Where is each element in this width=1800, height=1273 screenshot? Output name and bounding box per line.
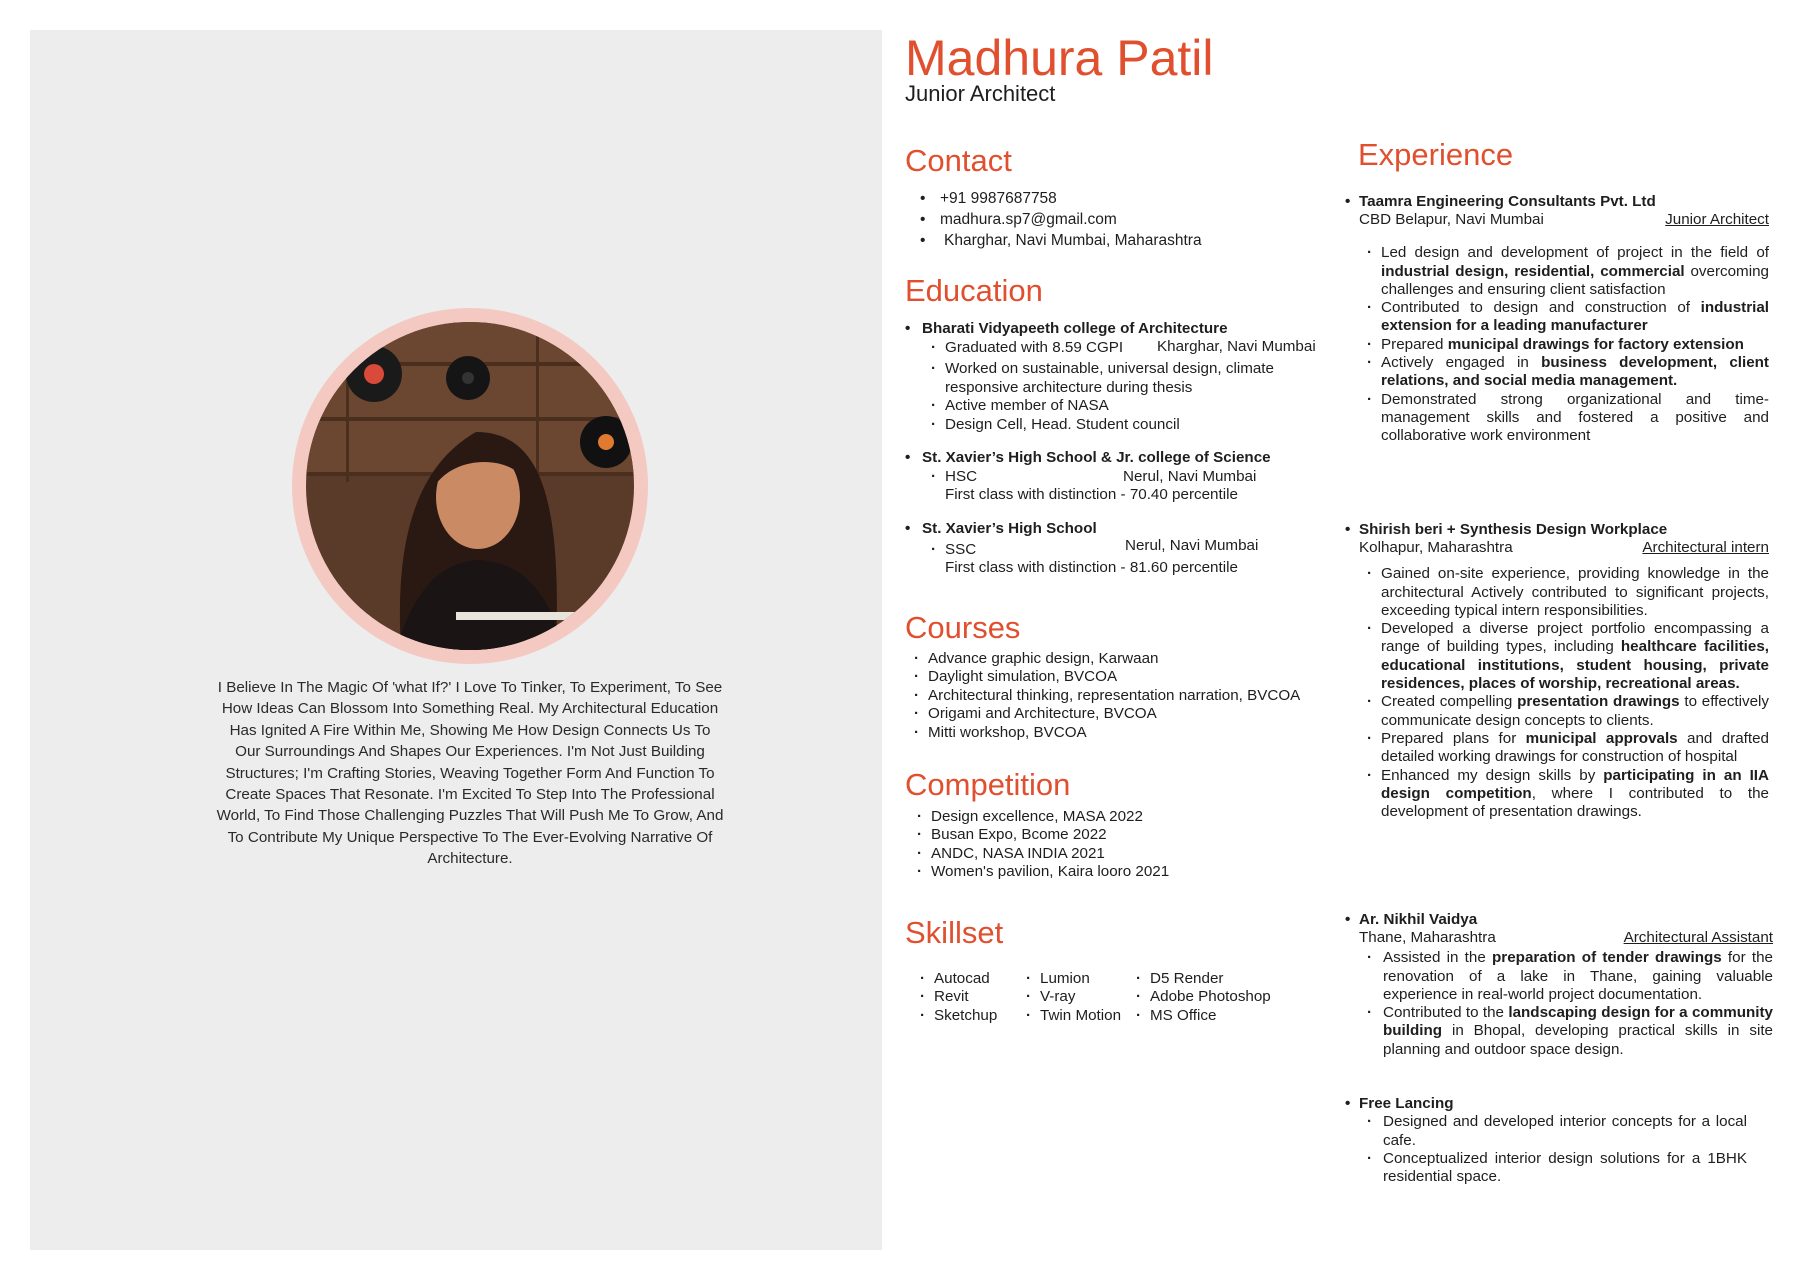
profile-photo-image xyxy=(306,322,634,650)
experience-bullet: · Gained on-site experience, providing knowledge in the architectural Actively contributed to significant projects, exceeding typical intern responsibilities. xyxy=(1345,565,1769,620)
experience-title: Architectural Assistant xyxy=(1623,929,1773,947)
experience-company: • Free Lancing xyxy=(1345,1095,1747,1113)
competition-item: · Women's pavilion, Kaira looro 2021 xyxy=(915,863,1169,881)
education-grade: Graduated with 8.59 CGPI xyxy=(945,338,1124,356)
candidate-name: Madhura Patil xyxy=(905,30,1214,86)
experience-bullet: · Enhanced my design skills by participating in an IIA design competition, where I contributed to the development of presentation drawings. xyxy=(1345,767,1769,822)
contact-phone: • +91 9987687758 xyxy=(920,188,1202,209)
education-point: · Active member of NASA xyxy=(905,397,1345,416)
experience-bullet: · Actively engaged in business development, client relations, and social media management. xyxy=(1345,354,1769,391)
experience-title: Junior Architect xyxy=(1665,211,1769,229)
skill-item: · MS Office xyxy=(1134,1007,1271,1025)
candidate-role: Junior Architect xyxy=(905,81,1056,106)
experience-bullet: · Contributed to design and construction of industrial extension for a leading manufacturer xyxy=(1345,299,1769,336)
experience-company: • Ar. Nikhil Vaidya xyxy=(1345,911,1773,929)
left-panel xyxy=(30,30,882,1250)
experience-location: Thane, Maharashtra xyxy=(1359,929,1496,947)
experience-company: • Taamra Engineering Consultants Pvt. Ltd xyxy=(1345,193,1769,211)
experience-title: Architectural intern xyxy=(1642,539,1769,557)
experience-heading: Experience xyxy=(1358,137,1514,172)
skill-item: · Lumion xyxy=(1024,970,1121,988)
courses-list xyxy=(912,650,1300,742)
profile-photo-frame xyxy=(292,308,648,664)
education-institution: • St. Xavier’s High School xyxy=(905,520,1345,539)
course-item: · Advance graphic design, Karwaan xyxy=(912,650,1300,668)
course-item: · Mitti workshop, BVCOA xyxy=(912,724,1300,742)
experience-taamra xyxy=(1345,193,1769,446)
education-xavier-school xyxy=(905,520,1345,578)
experience-bullet: · Developed a diverse project portfolio encompassing a range of building types, including healthcare facilities, educational institutions, student housing, private residences, places of worship, recreational areas. xyxy=(1345,620,1769,693)
skill-item: · Twin Motion xyxy=(1024,1007,1121,1025)
experience-location: CBD Belapur, Navi Mumbai xyxy=(1359,211,1544,229)
skill-item: · V-ray xyxy=(1024,988,1121,1006)
course-item: · Origami and Architecture, BVCOA xyxy=(912,705,1300,723)
skillset-heading: Skillset xyxy=(905,915,1004,950)
contact-address: • Kharghar, Navi Mumbai, Maharashtra xyxy=(920,230,1202,251)
competition-item: · Busan Expo, Bcome 2022 xyxy=(915,826,1169,844)
education-result: First class with distinction - 81.60 percentile xyxy=(945,559,1238,576)
education-institution: • Bharati Vidyapeeth college of Architecture xyxy=(905,320,1345,339)
experience-bullet: · Assisted in the preparation of tender drawings for the renovation of a lake in Thane, gaining valuable experience in real-world project documentation. xyxy=(1345,949,1773,1004)
skills-column-3 xyxy=(1134,970,1271,1025)
experience-bullet: · Conceptualized interior design solutions for a 1BHK residential space. xyxy=(1345,1150,1747,1187)
experience-location: Kolhapur, Maharashtra xyxy=(1359,539,1513,557)
education-location: Nerul, Navi Mumbai xyxy=(1125,536,1259,554)
courses-heading: Courses xyxy=(905,610,1021,645)
experience-bullet: · Created compelling presentation drawings to effectively communicate design concepts to clients. xyxy=(1345,693,1769,730)
education-location: Nerul, Navi Mumbai xyxy=(1123,467,1257,485)
education-result: First class with distinction - 70.40 percentile xyxy=(945,486,1238,503)
contact-list xyxy=(920,188,1202,252)
course-item: · Daylight simulation, BVCOA xyxy=(912,668,1300,686)
competition-heading: Competition xyxy=(905,767,1071,802)
profile-photo xyxy=(306,322,634,650)
education-xavier-college xyxy=(905,449,1345,505)
skill-item: · Adobe Photoshop xyxy=(1134,988,1271,1006)
skills-column-1 xyxy=(918,970,997,1025)
experience-freelance xyxy=(1345,1095,1747,1186)
competition-list xyxy=(915,808,1169,882)
experience-bullet: · Led design and development of project in the field of industrial design, residential, commercial overcoming challenges and ensuring client satisfaction xyxy=(1345,244,1769,299)
education-level: SSC xyxy=(945,540,977,558)
skill-item: · Autocad xyxy=(918,970,997,988)
education-point: · Design Cell, Head. Student council xyxy=(905,416,1345,435)
course-item: · Architectural thinking, representation narration, BVCOA xyxy=(912,687,1300,705)
education-institution: • St. Xavier’s High School & Jr. college of Science xyxy=(905,449,1345,468)
experience-bullet: · Prepared plans for municipal approvals and drafted detailed working drawings for construction of hospital xyxy=(1345,730,1769,767)
bio-text: I Believe In The Magic Of 'what If?' I Love To Tinker, To Experiment, To See How Ideas Can Blossom Into Something Real. My Architectural Education Has Ignited A Fire Within Me, Showing Me How Design Connects Us To Our Surroundings And Shapes Our Experiences. I'm Not Just Building Structures; I'm Crafting Stories, Weaving Together Form And Function To Create Spaces That Resonate. I'm Excited To Step Into The Professional World, To Find Those Challenging Puzzles That Will Push Me To Grow, And To Contribute My Unique Perspective To The Ever-Evolving Narrative Of Architecture. xyxy=(216,679,724,868)
education-location: Kharghar, Navi Mumbai xyxy=(1157,337,1316,355)
experience-shirish xyxy=(1345,521,1769,821)
education-heading: Education xyxy=(905,273,1043,308)
experience-bullet: · Designed and developed interior concepts for a local cafe. xyxy=(1345,1113,1747,1150)
education-level: HSC xyxy=(945,467,978,485)
skill-item: · Sketchup xyxy=(918,1007,997,1025)
experience-bullet: · Contributed to the landscaping design for a community building in Bhopal, developing practical skills in site planning and outdoor space design. xyxy=(1345,1004,1773,1059)
education-point: · Worked on sustainable, universal design, climate responsive architecture during thesis xyxy=(905,360,1315,397)
experience-bullet: · Prepared municipal drawings for factory extension xyxy=(1345,336,1769,354)
experience-nikhil xyxy=(1345,911,1773,1059)
contact-heading: Contact xyxy=(905,143,1012,178)
education-bharati xyxy=(905,320,1345,434)
skill-item: · D5 Render xyxy=(1134,970,1271,988)
skill-item: · Revit xyxy=(918,988,997,1006)
experience-company: • Shirish beri + Synthesis Design Workplace xyxy=(1345,521,1769,539)
skills-column-2 xyxy=(1024,970,1121,1025)
experience-bullet: · Demonstrated strong organizational and time-management skills and fostered a positive and collaborative work environment xyxy=(1345,391,1769,446)
competition-item: · ANDC, NASA INDIA 2021 xyxy=(915,845,1169,863)
contact-email[interactable]: • madhura.sp7@gmail.com xyxy=(920,209,1202,230)
competition-item: · Design excellence, MASA 2022 xyxy=(915,808,1169,826)
